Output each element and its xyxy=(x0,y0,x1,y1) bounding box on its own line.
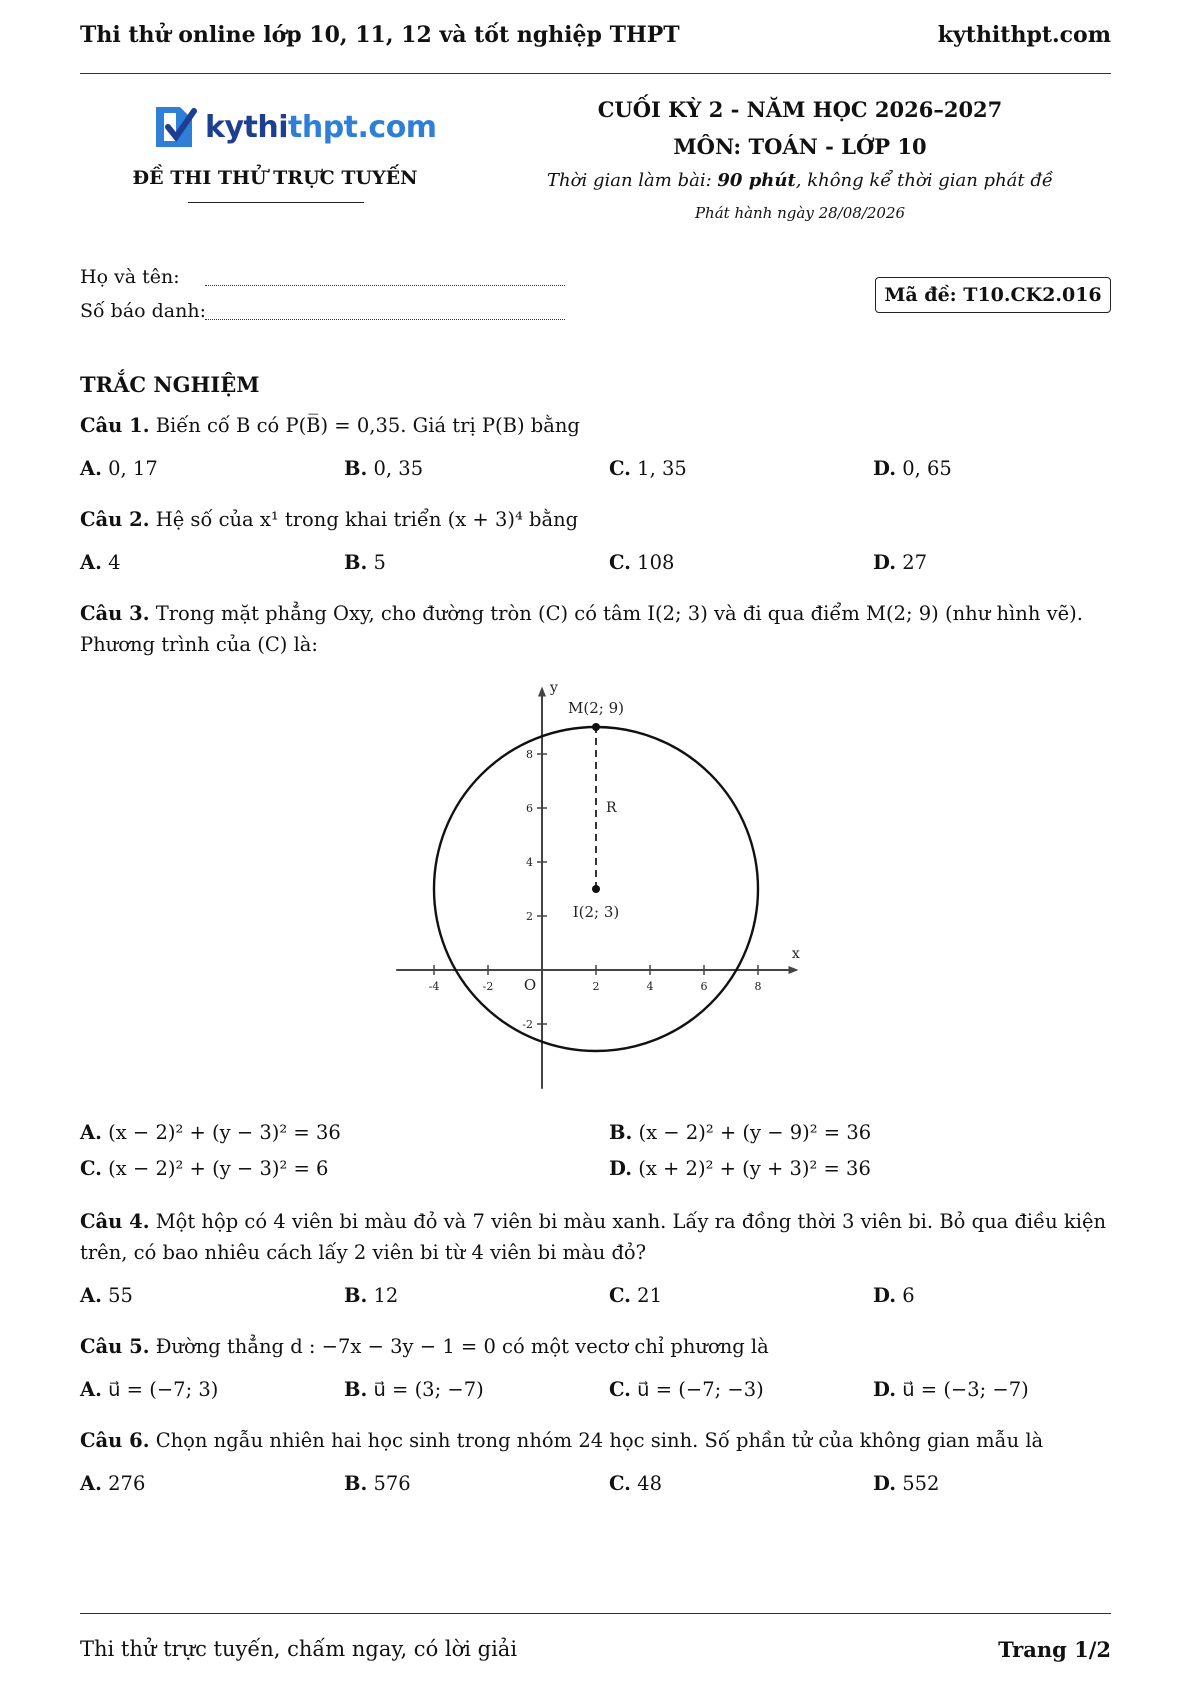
id-field[interactable] xyxy=(205,319,565,320)
question-2-option-c[interactable]: C. 108 xyxy=(609,551,675,574)
question-5-option-b[interactable]: B. u⃗ = (3; −7) xyxy=(344,1378,484,1401)
y-tick-label: 6 xyxy=(526,802,533,815)
y-axis-arrow xyxy=(538,687,546,697)
question-1-option-c[interactable]: C. 1, 35 xyxy=(609,457,687,480)
release-date: Phát hành ngày 28/08/2026 xyxy=(694,204,906,222)
header-site-name: kythithpt.com xyxy=(937,22,1111,48)
question-3: Câu 3. Trong mặt phẳng Oxy, cho đường tròn (C) có tâm I(2; 3) và đi qua điểm M(2; 9) (như hình vẽ). Phương trình của (C) là: xyxy=(80,602,1083,656)
id-label: Số báo danh: xyxy=(80,300,207,322)
x-axis-arrow xyxy=(789,966,799,974)
footer-divider xyxy=(80,1613,1111,1614)
question-3-option-d[interactable]: D. (x + 2)² + (y + 3)² = 36 xyxy=(609,1157,871,1180)
question-3-option-c[interactable]: C. (x − 2)² + (y − 3)² = 6 xyxy=(80,1157,329,1180)
x-tick-label: 2 xyxy=(592,980,600,993)
y-tick-label: -2 xyxy=(522,1018,533,1031)
question-4-option-d[interactable]: D. 6 xyxy=(873,1284,915,1307)
question-2-option-b[interactable]: B. 5 xyxy=(344,551,386,574)
footer-text: Thi thử trực tuyến, chấm ngay, có lời giải xyxy=(80,1637,518,1661)
question-1-option-d[interactable]: D. 0, 65 xyxy=(873,457,952,480)
page-number: Trang 1/2 xyxy=(998,1637,1111,1662)
question-4-option-a[interactable]: A. 55 xyxy=(80,1284,133,1307)
point-m xyxy=(592,723,600,731)
logo-icon xyxy=(150,101,202,153)
exam-title: CUỐI KỲ 2 - NĂM HỌC 2026–2027 xyxy=(597,97,1003,122)
header-left-text: Thi thử online lớp 10, 11, 12 và tốt nghiệp THPT xyxy=(80,22,680,48)
question-2: Câu 2. Hệ số của x¹ trong khai triển (x + 3)⁴ bằng xyxy=(80,508,579,531)
exam-type-underline xyxy=(188,202,364,203)
name-label: Họ và tên: xyxy=(80,266,180,288)
question-6-option-b[interactable]: B. 576 xyxy=(344,1472,411,1495)
x-tick-label: -2 xyxy=(482,980,494,993)
question-5: Câu 5. Đường thẳng d : −7x − 3y − 1 = 0 có một vectơ chỉ phương là xyxy=(80,1335,769,1358)
question-5-option-c[interactable]: C. u⃗ = (−7; −3) xyxy=(609,1378,764,1401)
question-6-option-c[interactable]: C. 48 xyxy=(609,1472,662,1495)
x-tick-label: 4 xyxy=(646,980,654,993)
question-1-option-a[interactable]: A. 0, 17 xyxy=(80,457,158,480)
section-title: TRẮC NGHIỆM xyxy=(80,372,260,397)
name-field[interactable] xyxy=(205,285,565,286)
header-divider xyxy=(80,73,1111,74)
question-6: Câu 6. Chọn ngẫu nhiên hai học sinh trong nhóm 24 học sinh. Số phần tử của không gian mẫu là xyxy=(80,1429,1044,1452)
question-5-option-a[interactable]: A. u⃗ = (−7; 3) xyxy=(80,1378,219,1401)
center-label: I(2; 3) xyxy=(572,903,620,921)
circle-figure xyxy=(390,680,810,1100)
x-tick-label: -4 xyxy=(428,980,440,993)
question-2-option-a[interactable]: A. 4 xyxy=(80,551,121,574)
question-3-option-a[interactable]: A. (x − 2)² + (y − 3)² = 36 xyxy=(80,1121,341,1144)
question-5-option-d[interactable]: D. u⃗ = (−3; −7) xyxy=(873,1378,1029,1401)
question-1: Câu 1. Biến cố B có P(B̅) = 0,35. Giá trị P(B) bằng xyxy=(80,414,580,437)
x-tick-label: 8 xyxy=(754,980,762,993)
exam-time: Thời gian làm bài: 90 phút, không kể thời gian phát đề xyxy=(547,170,1053,191)
exam-subject: MÔN: TOÁN - LỚP 10 xyxy=(673,134,927,159)
question-4-option-b[interactable]: B. 12 xyxy=(344,1284,399,1307)
question-4-option-c[interactable]: C. 21 xyxy=(609,1284,662,1307)
point-m-label: M(2; 9) xyxy=(568,699,624,717)
question-4: Câu 4. Một hộp có 4 viên bi màu đỏ và 7 viên bi màu xanh. Lấy ra đồng thời 3 viên bi. Bỏ qua điều kiện trên, có bao nhiêu cách lấy 2 viên bi từ 4 viên bi màu đỏ? xyxy=(80,1210,1107,1264)
y-tick-label: 8 xyxy=(526,748,533,761)
question-1-option-b[interactable]: B. 0, 35 xyxy=(344,457,424,480)
x-tick-label: 6 xyxy=(700,980,708,993)
y-tick-label: 4 xyxy=(526,856,533,869)
radius-label: R xyxy=(606,800,617,816)
origin-label: O xyxy=(523,976,537,994)
exam-type: ĐỀ THI THỬ TRỰC TUYẾN xyxy=(132,167,418,189)
question-3-option-b[interactable]: B. (x − 2)² + (y − 9)² = 36 xyxy=(609,1121,872,1144)
exam-code-box: Mã đề: T10.CK2.016 xyxy=(875,277,1111,313)
y-axis-label: y xyxy=(550,680,558,696)
logo-wordmark: kythithpt.com xyxy=(205,110,437,145)
question-6-option-a[interactable]: A. 276 xyxy=(80,1472,146,1495)
question-2-option-d[interactable]: D. 27 xyxy=(873,551,928,574)
y-tick-label: 2 xyxy=(526,910,533,923)
center-point xyxy=(592,885,600,893)
question-6-option-d[interactable]: D. 552 xyxy=(873,1472,940,1495)
x-axis-label: x xyxy=(791,946,800,962)
